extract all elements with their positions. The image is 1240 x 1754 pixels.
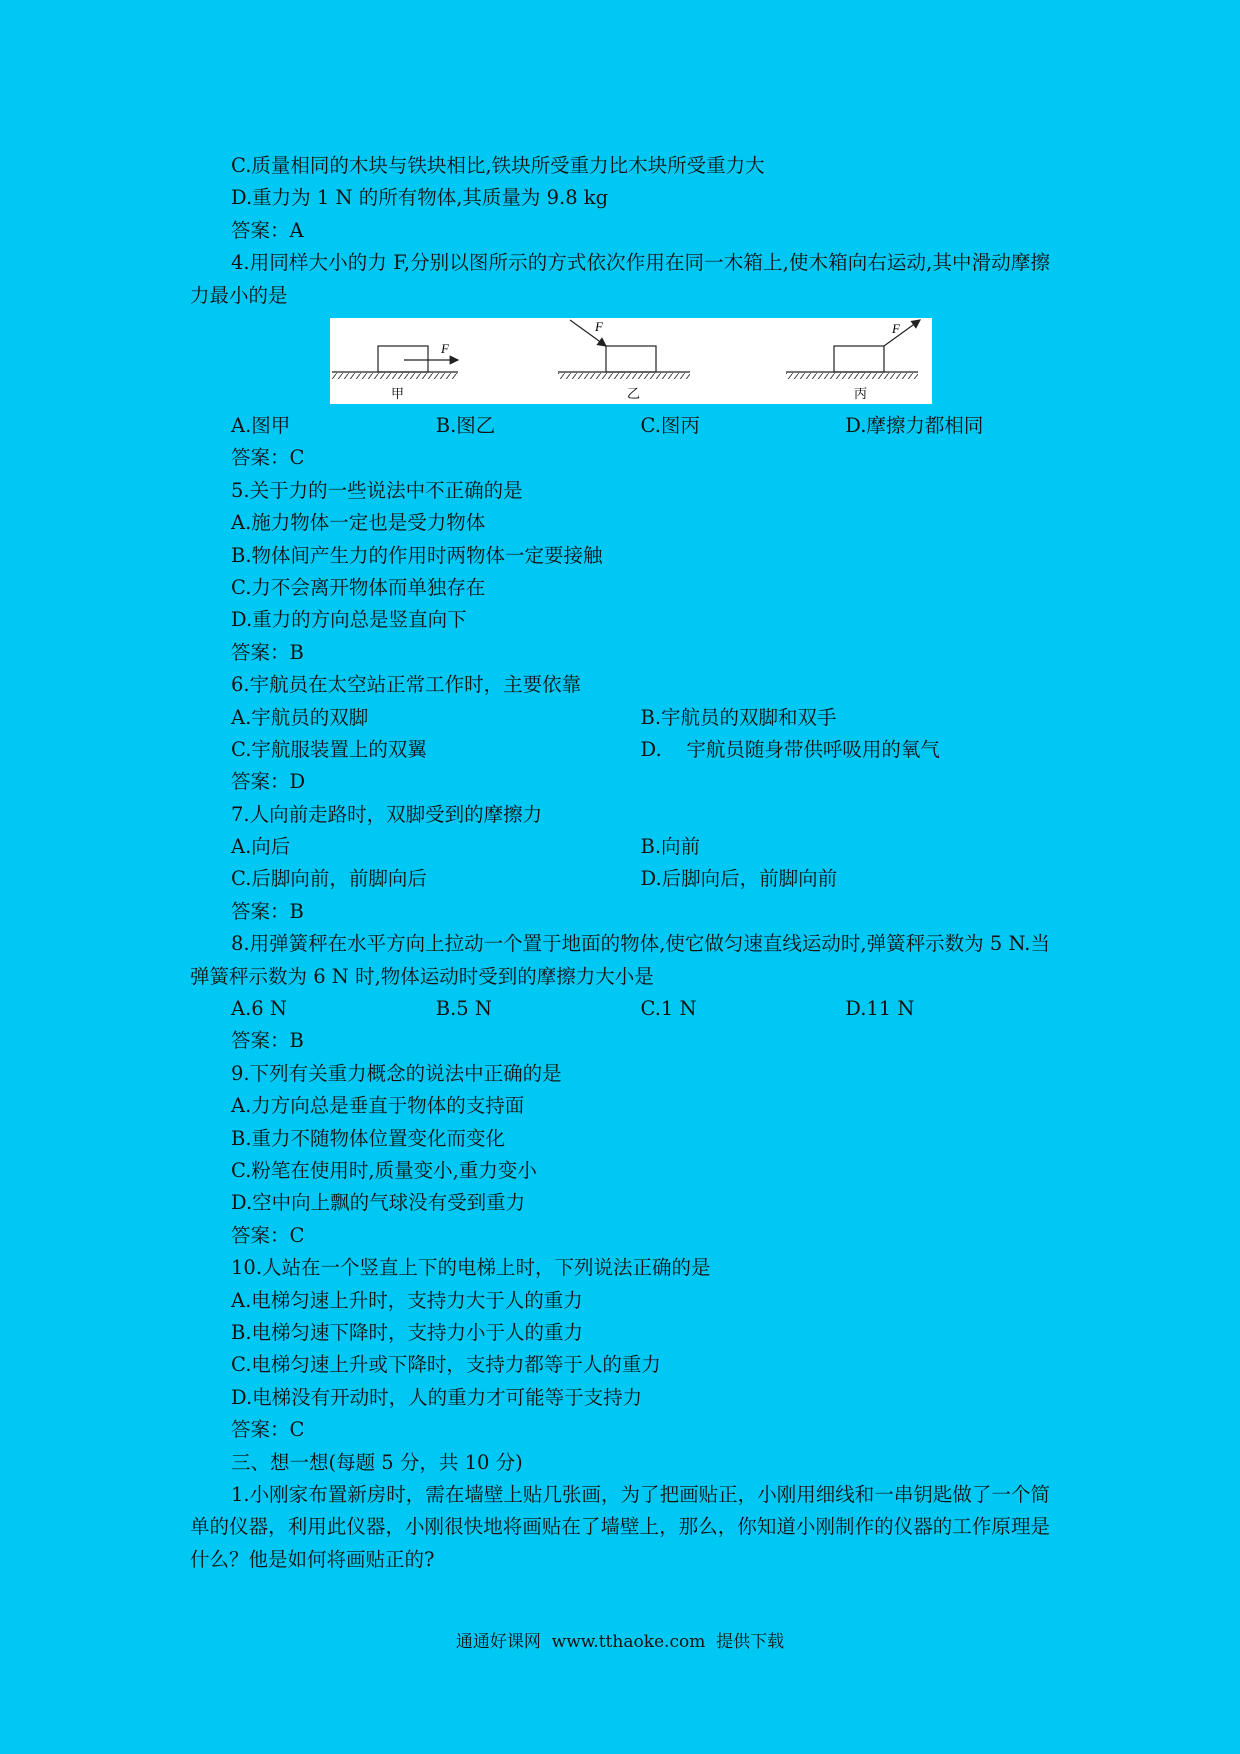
q5-stem: 5.关于力的一些说法中不正确的是 bbox=[231, 478, 523, 502]
q4-figure-svg bbox=[330, 318, 932, 404]
q5-option-d: D.重力的方向总是竖直向下 bbox=[231, 608, 467, 632]
figure-label-bing: 丙 bbox=[854, 386, 868, 402]
q10-option-a: A.电梯匀速上升时，支持力大于人的重力 bbox=[231, 1288, 583, 1312]
q3-option-d: D.重力为 1 N 的所有物体,其质量为 9.8 kg bbox=[231, 186, 609, 210]
q8-option-a: A.6 N bbox=[231, 997, 287, 1021]
q10-option-b: B.电梯匀速下降时，支持力小于人的重力 bbox=[231, 1320, 584, 1344]
q9-option-c: C.粉笔在使用时,质量变小,重力变小 bbox=[231, 1159, 537, 1182]
q7-options-row2 bbox=[190, 863, 1050, 895]
box-jia bbox=[378, 346, 428, 372]
q5-option-b: B.物体间产生力的作用时两物体一定要接触 bbox=[231, 543, 603, 567]
q5-option-a: A.施力物体一定也是受力物体 bbox=[231, 511, 486, 535]
q4-option-a: A.图甲 bbox=[231, 413, 291, 437]
q7-stem: 7.人向前走路时，双脚受到的摩擦力 bbox=[231, 802, 543, 826]
q4-answer: 答案：C bbox=[231, 446, 305, 470]
q5-answer: 答案：B bbox=[231, 640, 304, 664]
q9-stem: 9.下列有关重力概念的说法中正确的是 bbox=[231, 1061, 562, 1085]
q8-option-b: B.5 N bbox=[435, 997, 492, 1021]
q7-option-a: A.向后 bbox=[231, 835, 291, 859]
figure-label-jia: 甲 bbox=[391, 386, 405, 402]
force-label-bing: F bbox=[892, 320, 900, 336]
q7-option-c: C.后脚向前，前脚向后 bbox=[231, 867, 427, 891]
page-footer: 通通好课网 www.tthaoke.com 提供下载 bbox=[455, 1632, 785, 1652]
q10-option-d: D.电梯没有开动时，人的重力才可能等于支持力 bbox=[231, 1385, 643, 1409]
q4-option-d: D.摩擦力都相同 bbox=[845, 413, 984, 437]
force-label-jia: F bbox=[441, 340, 449, 356]
q3-answer: 答案：A bbox=[231, 218, 304, 242]
q9-answer: 答案：C bbox=[231, 1223, 305, 1247]
box-bing bbox=[834, 346, 884, 372]
q8-options bbox=[190, 993, 1050, 1025]
q5-option-c: C.力不会离开物体而单独存在 bbox=[231, 575, 486, 599]
q4-stem-text: 4.用同样大小的力 F,分别以图所示的方式依次作用在同一木箱上,使木箱向右运动,其中滑动摩擦力最小的是 bbox=[190, 251, 1050, 307]
q4-options bbox=[190, 410, 1050, 442]
q10-option-c: C.电梯匀速上升或下降时，支持力都等于人的重力 bbox=[231, 1353, 661, 1377]
q8-option-d: D.11 N bbox=[845, 997, 915, 1021]
content bbox=[190, 150, 1050, 1576]
q6-option-d: D. 宇航员随身带供呼吸用的氧气 bbox=[640, 737, 940, 761]
q6-option-a: A.宇航员的双脚 bbox=[231, 705, 369, 729]
figure-bing bbox=[786, 320, 920, 402]
q4-option-c: C.图丙 bbox=[640, 413, 700, 437]
q10-stem: 10.人站在一个竖直上下的电梯上时，下列说法正确的是 bbox=[231, 1256, 711, 1280]
q4-figure bbox=[330, 318, 932, 404]
q6-option-c: C.宇航服装置上的双翼 bbox=[231, 737, 427, 761]
q3-option-c: C.质量相同的木块与铁块相比,铁块所受重力比木块所受重力大 bbox=[231, 154, 765, 177]
q9-option-d: D.空中向上飘的气球没有受到重力 bbox=[231, 1191, 526, 1215]
q7-option-b: B.向前 bbox=[640, 835, 701, 859]
figure-jia bbox=[332, 341, 458, 402]
q7-options-row1 bbox=[190, 831, 1050, 863]
q6-options-row1 bbox=[190, 702, 1050, 734]
q6-answer: 答案：D bbox=[231, 770, 306, 794]
section-3-question-1: 1.小刚家布置新房时，需在墙壁上贴几张画，为了把画贴正，小刚用细线和一串钥匙做了一个简单的仪器，利用此仪器，小刚很快地将画贴在了墙壁上，那么，你知道小刚制作的仪器的工作原理是什么？他是如何将画贴正的? bbox=[190, 1482, 1050, 1571]
q7-answer: 答案：B bbox=[231, 899, 304, 923]
q7-option-d: D.后脚向后，前脚向前 bbox=[640, 867, 838, 891]
section-3-heading: 三、想一想(每题 5 分，共 10 分) bbox=[231, 1450, 523, 1474]
force-label-yi: F bbox=[595, 318, 603, 334]
box-yi bbox=[606, 346, 656, 372]
q9-option-a: A.力方向总是垂直于物体的支持面 bbox=[231, 1094, 525, 1118]
q4-option-b: B.图乙 bbox=[435, 413, 496, 437]
force-arrow-bing bbox=[884, 320, 920, 346]
q6-stem: 6.宇航员在太空站正常工作时，主要依靠 bbox=[231, 673, 582, 697]
q9-option-b: B.重力不随物体位置变化而变化 bbox=[231, 1126, 506, 1150]
q8-option-c: C.1 N bbox=[640, 997, 697, 1021]
q6-option-b: B.宇航员的双脚和双手 bbox=[640, 705, 837, 729]
q8-stem: 8.用弹簧秤在水平方向上拉动一个置于地面的物体,使它做匀速直线运动时,弹簧秤示数为 5 N.当弹簧秤示数为 6 N 时,物体运动时受到的摩擦力大小是 bbox=[190, 932, 1050, 988]
figure-yi bbox=[558, 319, 690, 402]
q10-answer: 答案：C bbox=[231, 1418, 305, 1442]
q6-options-row2 bbox=[190, 734, 1050, 766]
figure-label-yi: 乙 bbox=[627, 386, 641, 402]
q8-answer: 答案：B bbox=[231, 1029, 304, 1053]
